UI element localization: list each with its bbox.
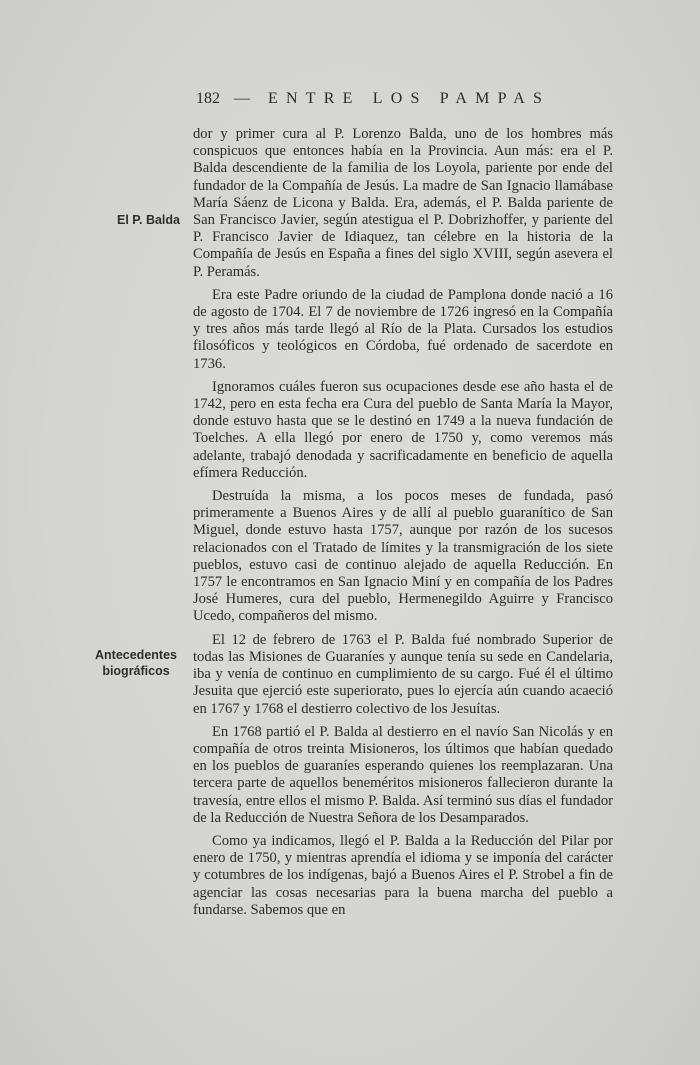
paragraph: En 1768 partió el P. Balda al destierro en el navío San Nicolás y en compañía de otros treinta Misioneros, los últimos que habían quedado en los pueblos de guaraníes esperando quienes los reemplazaran. Una tercera parte de aquellos beneméritos misioneros fallecieron durante la travesía, entre ellos el mismo P. Balda. Así terminó sus días el fundador de la Reducción de Nuestra Señora de los Desamparados.	[193, 723, 613, 826]
paragraph: El 12 de febrero de 1763 el P. Balda fué nombrado Superior de todas las Misiones de Guaraníes y aunque tenía su sede en Candelaria, iba y venía de continuo en cumplimiento de su cargo. Fué él el último Jesuita que ejerció este superiorato, pues lo ejercía aún cuando acaeció en 1767 y 1768 el destierro colectivo de los Jesuítas.	[193, 631, 613, 717]
page-number: 182	[196, 90, 220, 107]
sidenote-antecedentes-line2: biográficos	[102, 664, 170, 678]
paragraph: dor y primer cura al P. Lorenzo Balda, uno de los hombres más conspicuos que entonces había en la Provincia. Aun más: era el P. Balda descendiente de la familia de los Loyola, pariente por ende del fundador de la Compañía de Jesús. La madre de San Ignacio llamábase María Sáenz de Licona y Balda. Era, además, el P. Balda pariente de San Francisco Javier, según atestigua el P. Dobrizhoffer, y pariente del P. Francisco Javier de Idiaquez, tan célebre en la historia de la Compañía de Jesús en España a fines del siglo XVIII, según asevera el P. Peramás.	[193, 126, 613, 280]
paragraph: Como ya indicamos, llegó el P. Balda a la Reducción del Pilar por enero de 1750, y mientras aprendía el idioma y se imponía del carácter y cotumbres de los indígenas, bajó a Buenos Aires el P. Strobel a fin de agenciar las cosas necesarias para la buena marcha del pueblo a fundarse. Sabemos que en	[193, 832, 613, 918]
sidenote-antecedentes-line1: Antecedentes	[95, 648, 177, 662]
running-title: ENTRE LOS PAMPAS	[268, 90, 551, 107]
running-header	[196, 90, 616, 108]
body-text	[193, 126, 613, 925]
paragraph: Ignoramos cuáles fueron sus ocupaciones desde ese año hasta el de 1742, pero en esta fecha era Cura del pueblo de Santa María la Mayor, donde estuvo hasta que se le destinó en 1749 a la nueva fundación de Toelches. A ella llegó por enero de 1750 y, como veremos más adelante, trabajó denodada y sacrificadamente en beneficio de aquella efímera Reducción.	[193, 378, 613, 481]
sidenote-antecedentes	[86, 647, 186, 679]
paragraph: Era este Padre oriundo de la ciudad de Pamplona donde nació a 16 de agosto de 1704. El 7 de noviembre de 1726 ingresó en la Compañía y tres años más tarde llegó al Río de la Plata. Cursados los estudios filosóficos y teológicos en Córdoba, fué ordenado de sacerdote en 1736.	[193, 286, 613, 372]
sidenote-balda: El P. Balda	[117, 213, 180, 227]
header-dash: —	[234, 90, 250, 107]
paragraph: Destruída la misma, a los pocos meses de fundada, pasó primeramente a Buenos Aires y de allí al pueblo guaranítico de San Miguel, donde estuvo hasta 1757, aunque por razón de los sucesos relacionados con el Tratado de límites y la transmigración de los siete pueblos, estuvo casi de continuo alejado de aquella Reducción. En 1757 le encontramos en San Ignacio Miní y en compañía de los Padres José Humeres, cura del pueblo, Hermenegildo Aguirre y Francisco Ucedo, compañeros del mismo.	[193, 488, 613, 625]
